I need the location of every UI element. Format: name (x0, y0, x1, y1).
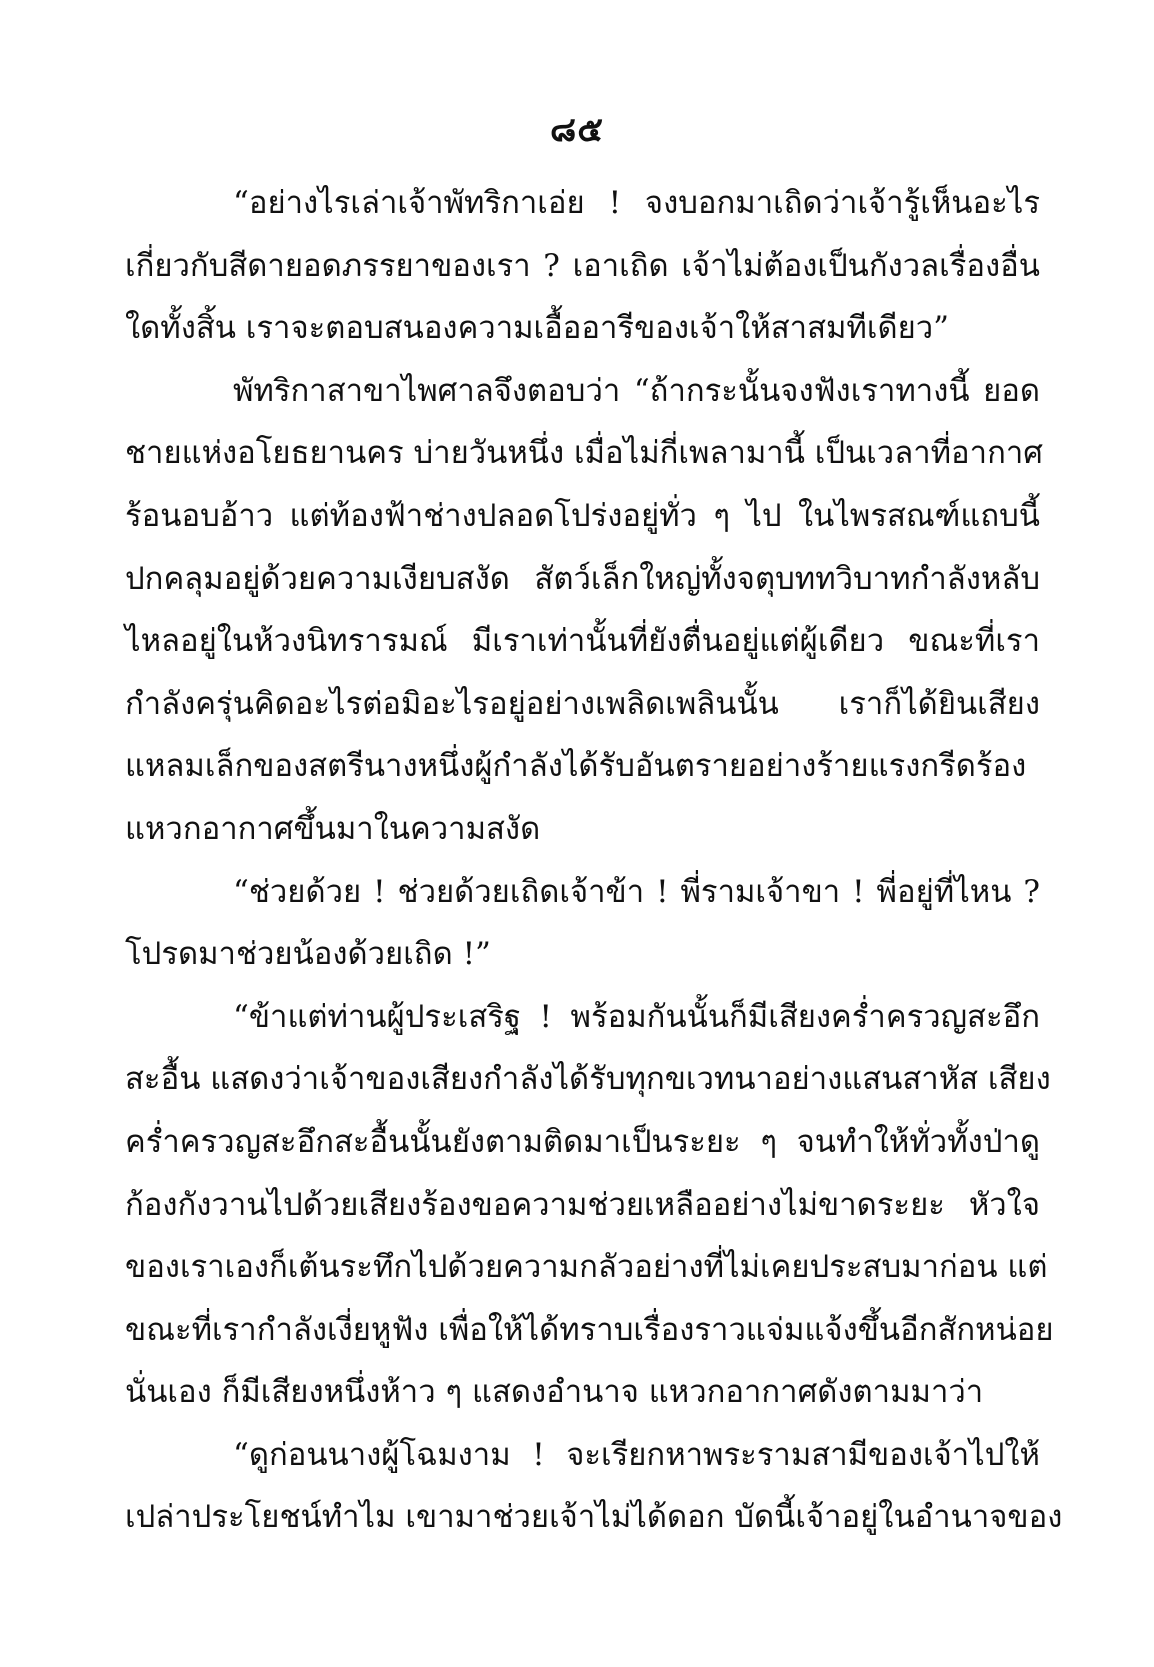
text-line: ก้องกังวานไปด้วยเสียงร้องขอความช่วยเหลืออย่างไม่ขาดระยะ หัวใจ (125, 1186, 1040, 1223)
text-line: ปกคลุมอยู่ด้วยความเงียบสงัด สัตว์เล็กใหญ่ทั้งจตุบททวิบาทกำลังหลับ (125, 560, 1040, 597)
text-line: กำลังครุ่นคิดอะไรต่อมิอะไรอยู่อย่างเพลิดเพลินนั้น เราก็ได้ยินเสียง (125, 685, 1040, 722)
text-line: ขณะที่เรากำลังเงี่ยหูฟัง เพื่อให้ได้ทราบเรื่องราวแจ่มแจ้งขึ้นอีกสักหน่อย (125, 1311, 1054, 1348)
text-line: ร้อนอบอ้าว แต่ท้องฟ้าช่างปลอดโปร่งอยู่ทั่ว ๆ ไป ในไพรสณฑ์แถบนี้ (125, 497, 1040, 534)
text-line: “ช่วยด้วย ! ช่วยด้วยเถิดเจ้าข้า ! พี่รามเจ้าขา ! พี่อยู่ที่ไหน ? (233, 873, 1040, 910)
text-line: แหวกอากาศขึ้นมาในความสงัด (125, 810, 541, 847)
page-number: ๘๕ (550, 110, 604, 150)
text-line: สะอื้น แสดงว่าเจ้าของเสียงกำลังได้รับทุกขเวทนาอย่างแสนสาหัส เสียง (125, 1061, 1051, 1098)
text-line: นั่นเอง ก็มีเสียงหนึ่งห้าว ๆ แสดงอำนาจ แหวกอากาศดังตามมาว่า (125, 1374, 984, 1411)
text-line: “อย่างไรเล่าเจ้าพัทริกาเอ่ย ! จงบอกมาเถิดว่าเจ้ารู้เห็นอะไร (233, 185, 1040, 221)
text-line: เกี่ยวกับสีดายอดภรรยาของเรา ? เอาเถิด เจ้าไม่ต้องเป็นกังวลเรื่องอื่น (125, 247, 1040, 284)
text-line: เปล่าประโยชน์ทำไม เขามาช่วยเจ้าไม่ได้ดอก บัดนี้เจ้าอยู่ในอำนาจของ (125, 1499, 1063, 1536)
text-line: “ข้าแต่ท่านผู้ประเสริฐ ! พร้อมกันนั้นก็มีเสียงคร่ำครวญสะอึก (233, 998, 1040, 1035)
body-text (125, 172, 1063, 1549)
text-line: โปรดมาช่วยน้องด้วยเถิด !” (125, 936, 491, 973)
text-line: แหลมเล็กของสตรีนางหนึ่งผู้กำลังได้รับอันตรายอย่างร้ายแรงกรีดร้อง (125, 748, 1027, 785)
text-line: คร่ำครวญสะอึกสะอื้นนั้นยังตามติดมาเป็นระยะ ๆ จนทำให้ทั่วทั้งป่าดู (125, 1123, 1040, 1160)
text-line: ไหลอยู่ในห้วงนิทรารมณ์ มีเราเท่านั้นที่ยังตื่นอยู่แต่ผู้เดียว ขณะที่เรา (125, 623, 1040, 660)
text-line: ของเราเองก็เต้นระทึกไปด้วยความกลัวอย่างที่ไม่เคยประสบมาก่อน แต่ (125, 1249, 1048, 1286)
text-line: พัทริกาสาขาไพศาลจึงตอบว่า “ถ้ากระนั้นจงฟังเราทางนี้ ยอด (233, 372, 1040, 409)
text-line: ใดทั้งสิ้น เราจะตอบสนองความเอื้ออารีของเจ้าให้สาสมทีเดียว” (125, 310, 950, 347)
text-line: “ดูก่อนนางผู้โฉมงาม ! จะเรียกหาพระรามสามีของเจ้าไปให้ (233, 1436, 1040, 1473)
text-line: ชายแห่งอโยธยานคร บ่ายวันหนึ่ง เมื่อไม่กี่เพลามานี้ เป็นเวลาที่อากาศ (125, 435, 1043, 472)
